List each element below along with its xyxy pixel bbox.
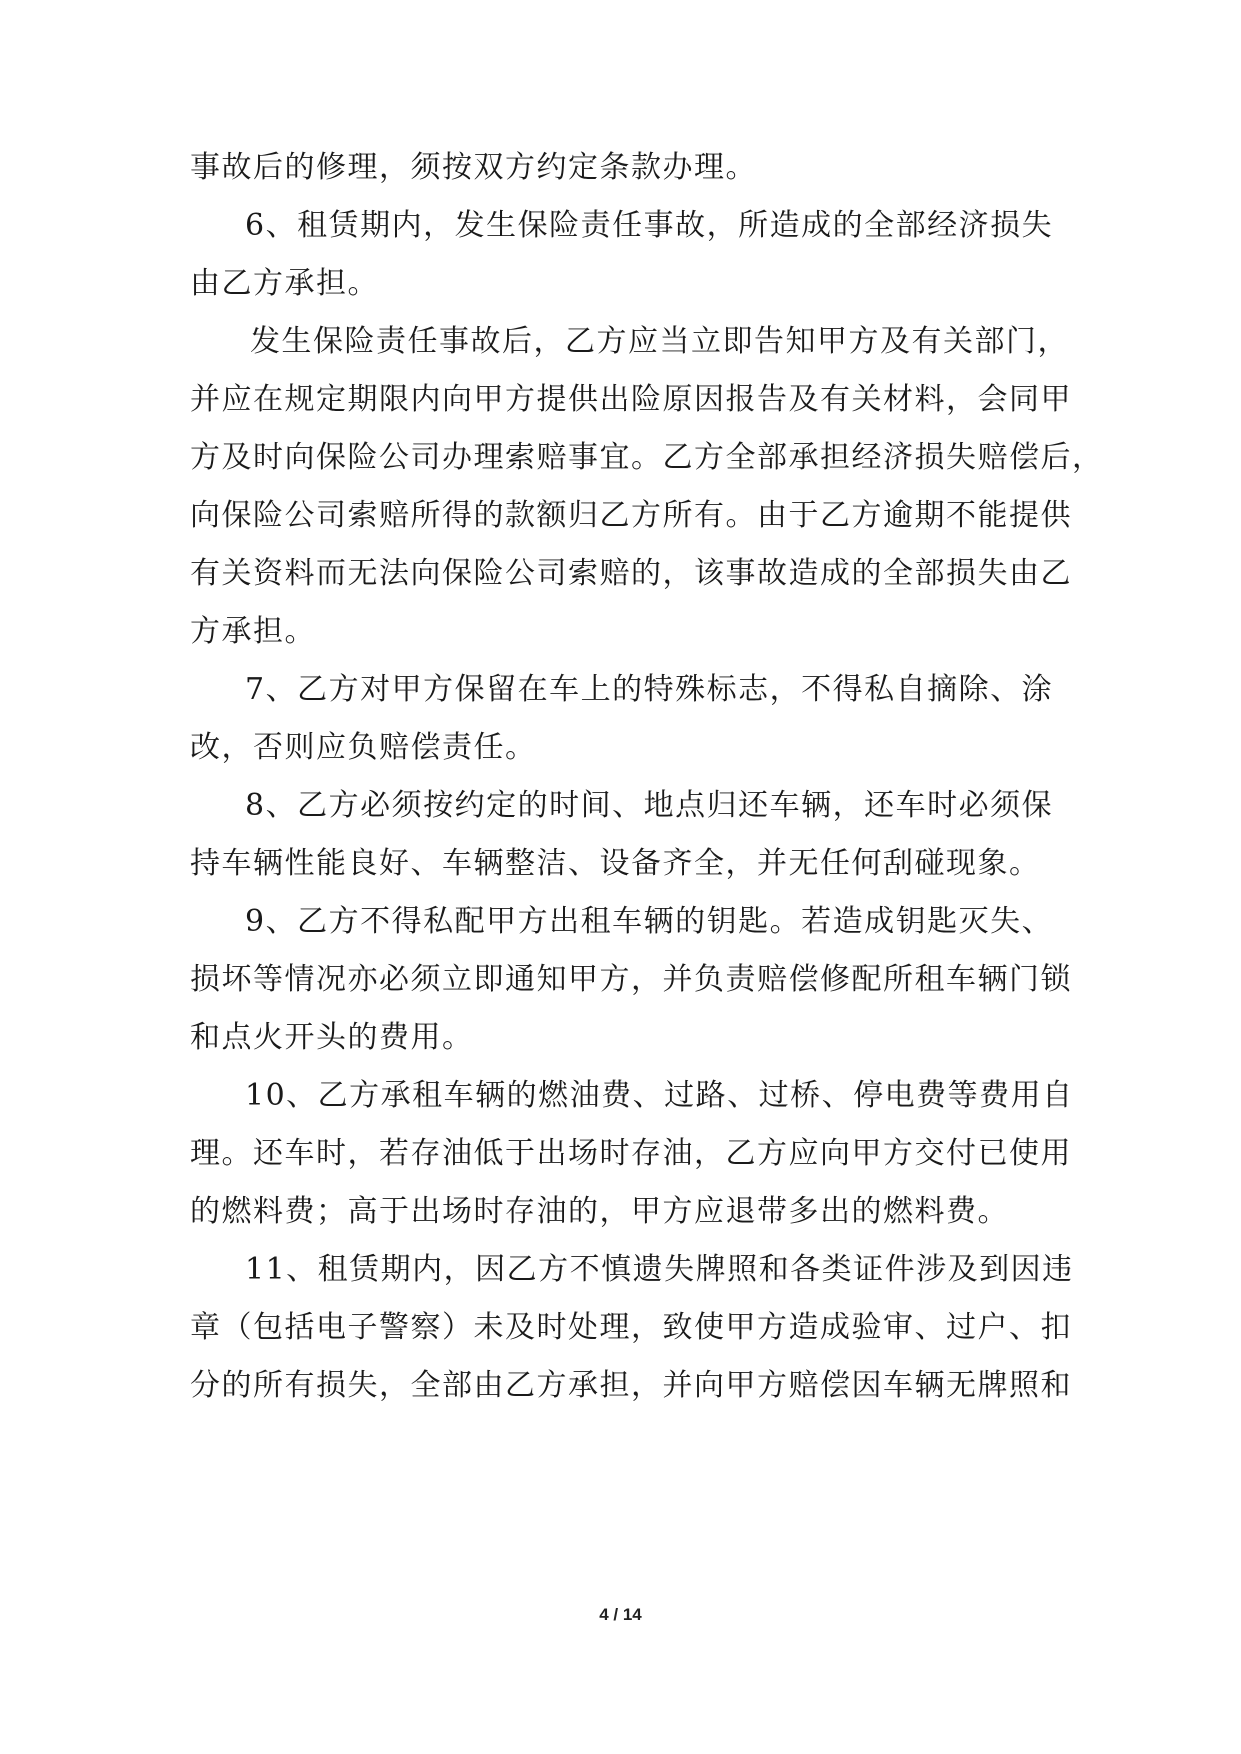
text-line-6: 方及时向保险公司办理索赔事宜。乙方全部承担经济损失赔偿后，: [190, 440, 1104, 475]
text-line-12: 8、乙方必须按约定的时间、地点归还车辆，还车时必须保: [245, 788, 1054, 823]
text-line-10: 7、乙方对甲方保留在车上的特殊标志，不得私自摘除、涂: [245, 672, 1054, 707]
text-line-20: 11、租赁期内，因乙方不慎遗失牌照和各类证件涉及到因违: [245, 1252, 1074, 1287]
text-line-2: 6、租赁期内，发生保险责任事故，所造成的全部经济损失: [245, 208, 1054, 243]
text-line-8: 有关资料而无法向保险公司索赔的，该事故造成的全部损失由乙: [190, 556, 1072, 591]
text-line-18: 理。还车时，若存油低于出场时存油，乙方应向甲方交付已使用: [190, 1136, 1072, 1171]
text-line-3: 由乙方承担。: [190, 266, 379, 301]
text-line-7: 向保险公司索赔所得的款额归乙方所有。由于乙方逾期不能提供: [190, 498, 1072, 533]
text-line-15: 损坏等情况亦必须立即通知甲方，并负责赔偿修配所租车辆门锁: [190, 962, 1072, 997]
text-line-17: 10、乙方承租车辆的燃油费、过路、过桥、停电费等费用自: [245, 1078, 1074, 1113]
text-line-9: 方承担。: [190, 614, 316, 649]
text-line-13: 持车辆性能良好、车辆整洁、设备齐全，并无任何刮碰现象。: [190, 846, 1041, 881]
text-line-22: 分的所有损失，全部由乙方承担，并向甲方赔偿因车辆无牌照和: [190, 1368, 1072, 1403]
text-line-1: 事故后的修理，须按双方约定条款办理。: [190, 150, 757, 185]
text-line-19: 的燃料费；高于出场时存油的，甲方应退带多出的燃料费。: [190, 1194, 1009, 1229]
text-line-11: 改，否则应负赔偿责任。: [190, 730, 537, 765]
text-line-21: 章（包括电子警察）未及时处理，致使甲方造成验审、过户、扣: [190, 1310, 1072, 1345]
text-line-14: 9、乙方不得私配甲方出租车辆的钥匙。若造成钥匙灭失、: [245, 904, 1054, 939]
page-number: 4 / 14: [599, 1605, 642, 1624]
text-line-4: 发生保险责任事故后，乙方应当立即告知甲方及有关部门，: [250, 324, 1069, 359]
text-line-16: 和点火开头的费用。: [190, 1020, 474, 1055]
text-line-5: 并应在规定期限内向甲方提供出险原因报告及有关材料，会同甲: [190, 382, 1072, 417]
